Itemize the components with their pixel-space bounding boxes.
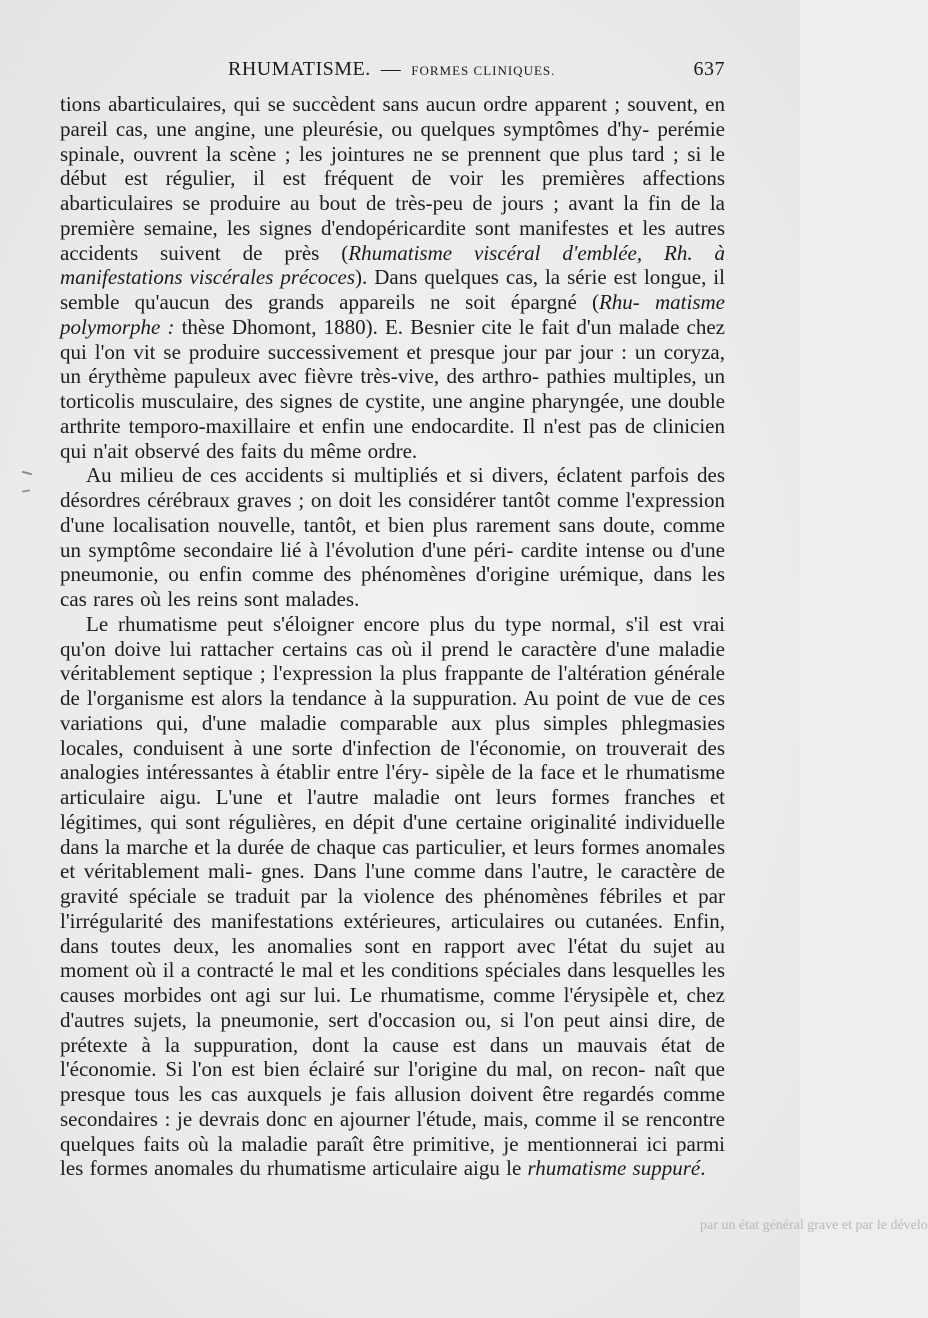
p3-final-period: . — [700, 1156, 706, 1181]
page-number: 637 — [693, 58, 725, 80]
bleed-through-text: par un état général grave et par le dévelo — [700, 1218, 928, 1233]
header-subtitle: FORMES CLINIQUES. — [411, 63, 556, 78]
header-title: RHUMATISME. — [228, 58, 371, 80]
paragraph-1 — [60, 92, 725, 463]
p1-text-mid: ). Dans quelques cas, la série est longue, il semble qu'aucun des grands appareils ne soit épargné ( — [60, 265, 725, 314]
p3-text: Le rhumatisme peut s'éloigner encore plus du type normal, s'il est vrai qu'on doive lui rattacher certains cas où il prend le caractère d'une maladie véritablement septique ; l'expression la plus frappante de l'altération générale de l'organisme est alors la tendance à la suppuration. Au point de vue de ces variations qui, d'une maladie comparable aux plus simples phlegmasies locales, conduisent à une sorte d'infection de l'économie, on trouverait des analogies intéressantes à établir entre l'éry- sipèle de la face et le rhumatisme articulaire aigu. L'une et l'autre maladie ont leurs formes franches et légitimes, qui sont régulières, en dépit d'une certaine originalité individuelle dans la marche et la durée de chaque cas particulier, et leurs formes anomales et véritablement mali- gnes. Dans l'une comme dans l'autre, le caractère de gravité spéciale se traduit par la violence des phénomènes fébriles et par l'irrégularité des manifestations extérieures, articulaires ou cutanées. Enfin, dans toutes deux, les anomalies sont en rapport avec l'état du sujet au moment où il a contracté le mal et les conditions spéciales dans lesquelles les causes morbides ont agi sur lui. Le rhumatisme, comme l'érysipèle et, chez d'autres sujets, la pneumonie, sert d'occasion ou, si l'on peut ainsi dire, de prétexte à la suppuration, dont la cause est dans un mauvais état de l'économie. Si l'on est bien éclairé sur l'origine du mal, on recon- naît que presque tous les cas auxquels je fais allusion doivent être regardés comme secondaires : je devrais donc en ajourner l'étude, mais, comme il se rencontre quelques faits où la maladie paraît être primitive, je mentionnerai ici parmi les formes anomales du rhumatisme articulaire aigu le — [60, 611, 725, 1181]
p1-text-a: tions abarticulaires, qui se succèdent sans aucun ordre apparent ; souvent, en pareil cas, une angine, une pleurésie, ou quelques symptômes d'hy- perémie spinale, ouvrent la scène ; les jointures ne se prennent que plus tard ; si le début est régulier, il est fréquent de voir les premières affections abarticulaires se produire au bout de très-peu de jours ; avant la fin de la première semaine, les signes d'endopéricardite sont manifestes et les autres accidents suivent de près ( — [60, 92, 725, 265]
margin-mark — [22, 471, 32, 476]
margin-mark — [22, 489, 30, 492]
p1-text-end: thèse Dhomont, 1880). E. Besnier cite le fait d'un malade chez qui l'on vit se produire successivement et presque jour par jour : un coryza, un érythème papuleux avec fièvre très-vive, des arthro- pathies multiples, un torticolis musculaire, des signes de cystite, une angine pharyngée, une double arthrite temporo-maxillaire et enfin une endocardite. Il n'est pas de clinicien qui n'ait observé des faits du même ordre. — [60, 314, 725, 463]
running-title — [228, 58, 555, 81]
p3-italic-end: rhumatisme suppuré — [527, 1156, 701, 1181]
body-text — [60, 92, 725, 1181]
p1-italic-a: Rhumatisme viscéral d'emblée, Rh. à manifestations viscérales précoces — [60, 240, 726, 290]
header-dash: — — [380, 58, 402, 80]
p1-italic-b: Rhu- matisme polymorphe : — [60, 290, 725, 339]
paragraph-2: Au milieu de ces accidents si multipliés et si divers, éclatent parfois des désordres cérébraux graves ; on doit les considérer tantôt comme l'expression d'une localisation nouvelle, tantôt, et bien plus rarement sans doute, comme un symptôme secondaire lié à l'évolution d'une péri- cardite intense ou d'une pneumonie, ou enfin comme des phénomènes d'origine urémique, dans les cas rares où les reins sont malades. — [60, 463, 725, 611]
paragraph-3 — [60, 612, 725, 1181]
